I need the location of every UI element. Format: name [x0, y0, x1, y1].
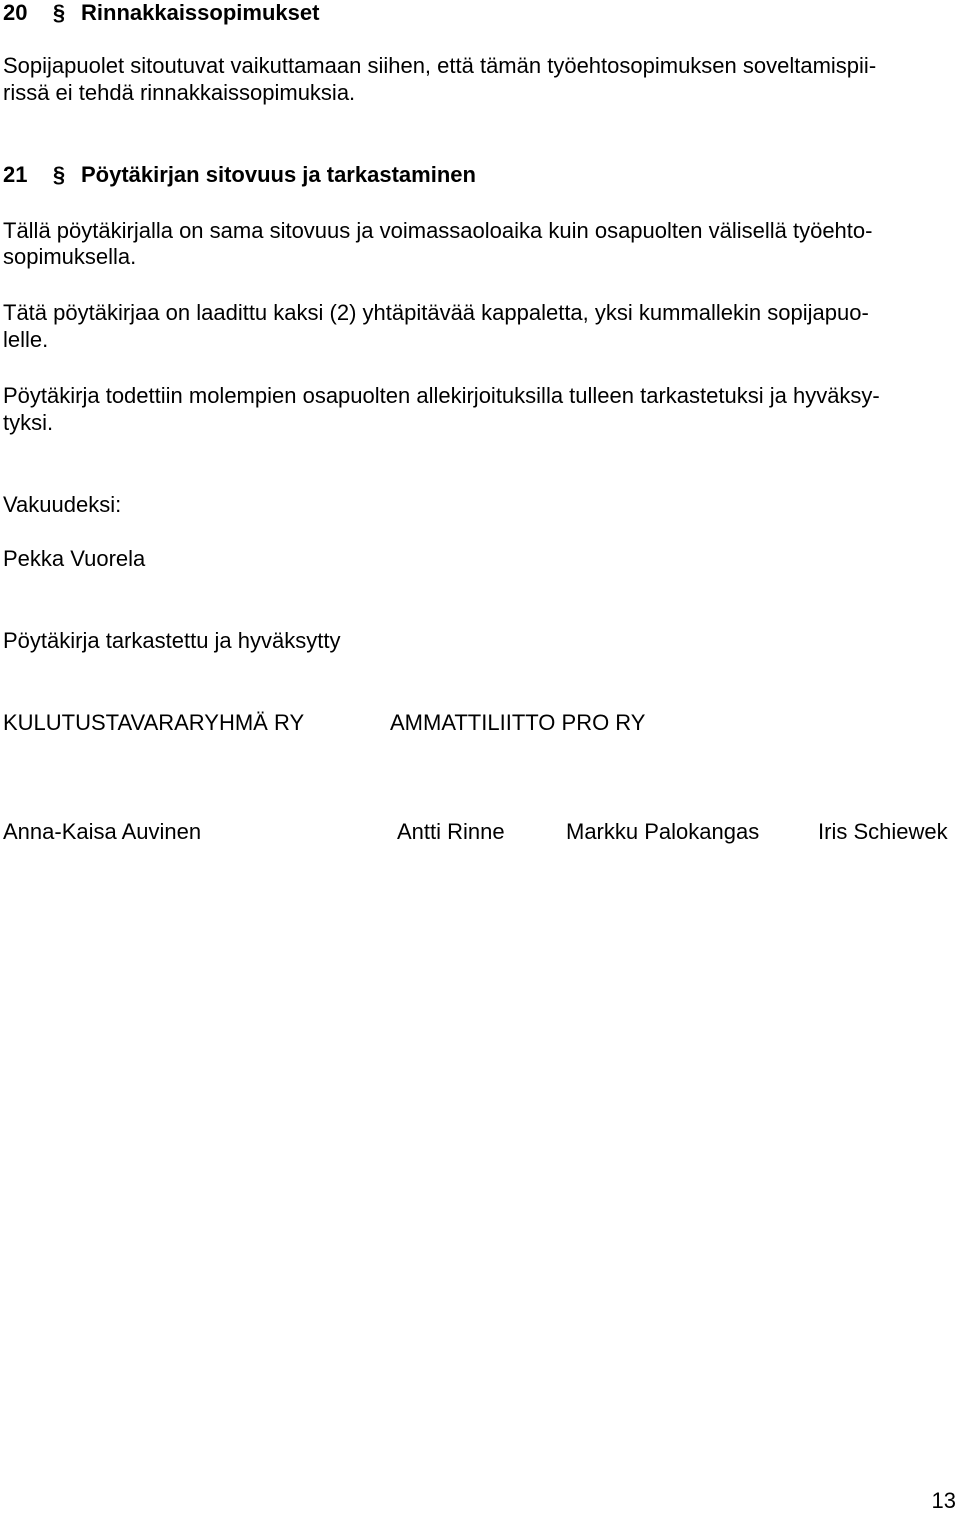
section-title: Rinnakkaissopimukset	[81, 0, 320, 25]
section-20-heading	[3, 0, 319, 26]
section-21-paragraph-2-line-2: lelle.	[3, 327, 49, 352]
section-20-paragraph-1-line-1: Sopijapuolet sitoutuvat vaikuttamaan siihen, että tämän työehtosopimuksen soveltamispii-	[3, 53, 877, 78]
signatory-1: Anna-Kaisa Auvinen	[3, 819, 202, 844]
attestation-label: Vakuudeksi:	[3, 492, 122, 517]
section-21-paragraph-1-line-1: Tällä pöytäkirjalla on sama sitovuus ja voimassaoloaika kuin osapuolten välisellä työehto-	[3, 218, 873, 243]
section-number: 21	[3, 162, 28, 187]
section-21-heading	[3, 162, 476, 188]
section-20-paragraph-1-line-2: rissä ei tehdä rinnakkaissopimuksia.	[3, 80, 356, 105]
section-21-paragraph-3-line-1: Pöytäkirja todettiin molempien osapuolten allekirjoituksilla tulleen tarkastetuksi ja hyväksy-	[3, 383, 880, 408]
section-21-paragraph-1-line-2: sopimuksella.	[3, 244, 137, 269]
section-21-paragraph-2-line-1: Tätä pöytäkirjaa on laadittu kaksi (2) yhtäpitävää kappaletta, yksi kummallekin sopijapuo-	[3, 300, 869, 325]
organization-employer: KULUTUSTAVARARYHMÄ RY	[3, 710, 305, 735]
signatory-3: Markku Palokangas	[566, 819, 760, 844]
section-number: 20	[3, 0, 28, 25]
organization-union: AMMATTILIITTO PRO RY	[390, 710, 646, 735]
section-symbol: §	[52, 162, 66, 187]
section-title: Pöytäkirjan sitovuus ja tarkastaminen	[81, 162, 476, 187]
signatory-2: Antti Rinne	[397, 819, 505, 844]
attestation-name: Pekka Vuorela	[3, 546, 146, 571]
section-symbol: §	[52, 0, 66, 25]
page-number: 13	[931, 1488, 956, 1513]
signatory-4: Iris Schiewek	[818, 819, 948, 844]
approval-label: Pöytäkirja tarkastettu ja hyväksytty	[3, 628, 341, 653]
section-21-paragraph-3-line-2: tyksi.	[3, 410, 54, 435]
